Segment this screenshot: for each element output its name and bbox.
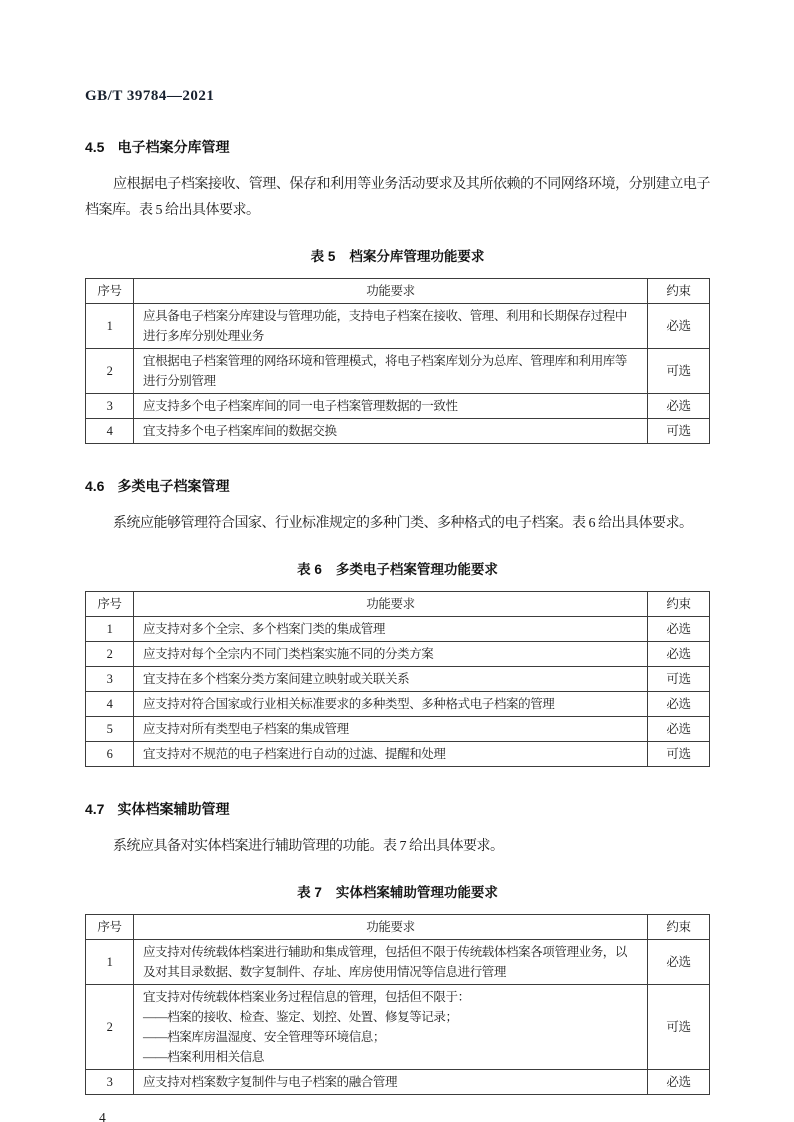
table-caption [85, 881, 710, 901]
section-4-7 [85, 799, 710, 1095]
cell-requirement [134, 304, 648, 349]
table-caption-text: 多类电子档案管理功能要求 [335, 562, 498, 577]
cell-seq: 1 [86, 940, 134, 985]
table-header-row [86, 915, 710, 940]
cell-requirement [134, 419, 648, 444]
section-number: 4.7 [85, 801, 105, 817]
cell-seq: 4 [86, 419, 134, 444]
section-title: 实体档案辅助管理 [117, 801, 230, 817]
cell-requirement [134, 667, 648, 692]
table-header-row [86, 279, 710, 304]
cell-constraint: 可选 [648, 742, 710, 767]
cell-requirement [134, 1070, 648, 1095]
requirement-line: 宜支持多个电子档案库间的数据交换 [143, 424, 337, 438]
header-constraint: 约束 [648, 592, 710, 617]
cell-requirement [134, 617, 648, 642]
section-heading [85, 799, 710, 819]
cell-constraint: 必选 [648, 617, 710, 642]
section-4-5 [85, 137, 710, 444]
cell-constraint: 必选 [648, 692, 710, 717]
cell-constraint: 可选 [648, 985, 710, 1070]
requirement-line: 应支持对多个全宗、多个档案门类的集成管理 [143, 622, 386, 636]
section-number: 4.5 [85, 139, 105, 155]
requirement-line: ——档案的接收、检查、鉴定、划控、处置、修复等记录； [143, 1010, 458, 1024]
header-seq: 序号 [86, 592, 134, 617]
requirements-table-6 [85, 591, 710, 767]
header-seq: 序号 [86, 279, 134, 304]
table-row [86, 692, 710, 717]
requirement-line: 应支持对传统载体档案进行辅助和集成管理，包括但不限于传统载体档案各项管理业务，以及对其目录数据、数字复制件、存址、库房使用情况等信息进行管理 [143, 945, 628, 979]
section-number: 4.6 [85, 478, 105, 494]
table-caption-text: 档案分库管理功能要求 [349, 249, 485, 264]
standard-number: GB/T 39784—2021 [85, 88, 215, 104]
cell-seq: 2 [86, 985, 134, 1070]
requirement-line: 宜支持对不规范的电子档案进行自动的过滤、提醒和处理 [143, 747, 446, 761]
cell-constraint: 可选 [648, 667, 710, 692]
header-constraint: 约束 [648, 279, 710, 304]
table-caption [85, 245, 710, 265]
table-row [86, 667, 710, 692]
cell-requirement [134, 717, 648, 742]
cell-requirement [134, 394, 648, 419]
table-label: 表 6 [297, 562, 322, 577]
cell-constraint: 可选 [648, 349, 710, 394]
page-number: 4 [99, 1110, 106, 1122]
cell-seq: 2 [86, 642, 134, 667]
requirement-line: 应支持对档案数字复制件与电子档案的融合管理 [143, 1075, 398, 1089]
table-row [86, 642, 710, 667]
cell-constraint: 必选 [648, 642, 710, 667]
cell-constraint: 必选 [648, 1070, 710, 1095]
table-row [86, 940, 710, 985]
header-requirement: 功能要求 [134, 279, 648, 304]
requirement-line: 应具备电子档案分库建设与管理功能，支持电子档案在接收、管理、利用和长期保存过程中进行多库分别处理业务 [143, 309, 628, 343]
requirement-line: 应支持对所有类型电子档案的集成管理 [143, 722, 349, 736]
section-title: 多类电子档案管理 [117, 478, 230, 494]
requirement-line: 应支持对符合国家或行业相关标准要求的多种类型、多种格式电子档案的管理 [143, 697, 555, 711]
cell-seq: 2 [86, 349, 134, 394]
section-title: 电子档案分库管理 [117, 139, 230, 155]
cell-seq: 5 [86, 717, 134, 742]
cell-requirement [134, 985, 648, 1070]
cell-constraint: 必选 [648, 717, 710, 742]
table-row [86, 985, 710, 1070]
table-row [86, 1070, 710, 1095]
table-caption [85, 558, 710, 578]
cell-requirement [134, 642, 648, 667]
cell-requirement [134, 742, 648, 767]
requirements-table-5 [85, 278, 710, 444]
section-paragraph: 系统应能够管理符合国家、行业标准规定的多种门类、多种格式的电子档案。表 6 给出具体要求。 [113, 516, 693, 531]
requirement-line: 应支持对每个全宗内不同门类档案实施不同的分类方案 [143, 647, 434, 661]
cell-seq: 3 [86, 1070, 134, 1095]
requirements-table-7 [85, 914, 710, 1095]
header-constraint: 约束 [648, 915, 710, 940]
header-requirement: 功能要求 [134, 915, 648, 940]
cell-requirement [134, 940, 648, 985]
section-paragraph: 系统应具备对实体档案进行辅助管理的功能。表 7 给出具体要求。 [113, 839, 504, 854]
cell-constraint: 必选 [648, 394, 710, 419]
cell-seq: 3 [86, 394, 134, 419]
table-header-row [86, 592, 710, 617]
table-caption-text: 实体档案辅助管理功能要求 [335, 885, 498, 900]
requirement-line: 宜支持在多个档案分类方案间建立映射或关联关系 [143, 672, 410, 686]
section-paragraph: 应根据电子档案接收、管理、保存和利用等业务活动要求及其所依赖的不同网络环境，分别建立电子档案库。表 5 给出具体要求。 [85, 177, 710, 218]
table-row [86, 617, 710, 642]
requirement-line: ——档案利用相关信息 [143, 1050, 265, 1064]
cell-seq: 1 [86, 304, 134, 349]
cell-constraint: 可选 [648, 419, 710, 444]
section-heading [85, 137, 710, 157]
table-row [86, 717, 710, 742]
cell-seq: 4 [86, 692, 134, 717]
table-row [86, 304, 710, 349]
table-row [86, 419, 710, 444]
requirement-line: 应支持多个电子档案库间的同一电子档案管理数据的一致性 [143, 399, 458, 413]
table-row [86, 742, 710, 767]
table-row [86, 349, 710, 394]
cell-requirement [134, 349, 648, 394]
header-requirement: 功能要求 [134, 592, 648, 617]
cell-seq: 3 [86, 667, 134, 692]
requirement-line: 宜支持对传统载体档案业务过程信息的管理，包括但不限于： [143, 990, 470, 1004]
cell-seq: 1 [86, 617, 134, 642]
cell-seq: 6 [86, 742, 134, 767]
table-label: 表 5 [310, 249, 336, 264]
cell-requirement [134, 692, 648, 717]
section-4-6 [85, 476, 710, 767]
header-seq: 序号 [86, 915, 134, 940]
table-row [86, 394, 710, 419]
table-label: 表 7 [297, 885, 322, 900]
requirement-line: 宜根据电子档案管理的网络环境和管理模式，将电子档案库划分为总库、管理库和利用库等进行分别管理 [143, 354, 628, 388]
section-heading [85, 476, 710, 496]
cell-constraint: 必选 [648, 940, 710, 985]
cell-constraint: 必选 [648, 304, 710, 349]
requirement-line: ——档案库房温湿度、安全管理等环境信息； [143, 1030, 386, 1044]
